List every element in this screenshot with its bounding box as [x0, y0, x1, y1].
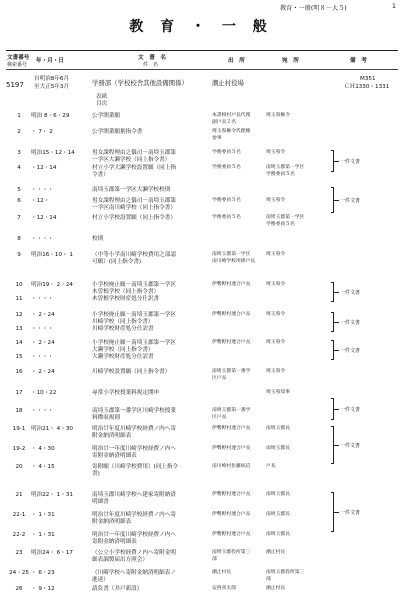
record-title-cont: 進達）: [92, 577, 109, 583]
header-rule-top: [6, 50, 398, 51]
remark-ikken-6: 一件文書: [340, 407, 361, 413]
running-head: 教育・一般(明８－大５): [280, 5, 347, 12]
record-from: 南埼玉郡第一番学: [212, 369, 251, 374]
record-number: 3: [17, 150, 21, 156]
record-title: 公学開業願: [92, 113, 120, 119]
record-number: 19-2: [12, 446, 26, 452]
record-date: ・12・14: [31, 165, 57, 171]
record-date: 明治16・10・ 1: [31, 252, 73, 258]
record-number: 4: [17, 165, 21, 171]
record-from: 本書相村戸長代理: [212, 113, 251, 118]
record-title: （川崎学校へ寄附金納済明細表ノ: [92, 570, 176, 576]
record-title: 校則: [92, 236, 104, 242]
record-from: 南埼玉郡第一番学: [212, 408, 251, 413]
record-to: 南埼玉郡長: [266, 512, 290, 517]
cover-label: 表紙: [96, 94, 108, 100]
record-title: 明治廿年度川崎学校経費ノ内へ寄: [92, 512, 176, 518]
record-date: 明治19・ 2・24: [31, 282, 73, 288]
group-from: 潮止村役場: [212, 79, 244, 87]
record-to: 潮止村長: [266, 586, 286, 591]
record-number: 15: [15, 354, 23, 360]
record-title-cont: 細表調製届出方照会）: [92, 557, 148, 563]
record-title-cont: 可願）(同上指令書): [92, 259, 142, 265]
col-subtitle: 件 名: [143, 62, 159, 68]
page-number: 1: [392, 3, 396, 10]
record-title-cont: 一学区南川崎学校（同上指令書）: [92, 205, 176, 211]
record-date: ・ 6・23: [31, 570, 55, 576]
record-title: 男女課程理由之儀司－南埼玉郡第: [92, 150, 176, 156]
record-date: ・ 4・30: [31, 446, 55, 452]
record-from: 南川崎村佐藤統信: [212, 464, 251, 469]
record-number: 8: [17, 236, 21, 242]
record-title: 請負書（井戸新設）: [92, 586, 143, 592]
record-title: （中等小学南川崎学校費用之部認: [92, 252, 176, 258]
record-from: 伊勢野村連合戸長: [212, 312, 251, 317]
record-to-cont: 学務委員５名: [266, 172, 295, 177]
remark-ikken-2: 一件文書: [340, 198, 361, 204]
record-title: 明治廿年度川崎学校経費ノ内へ寄: [92, 426, 176, 432]
record-to: 南埼玉郡長: [266, 446, 290, 451]
record-title-cont: 附金納済明細表: [92, 519, 132, 525]
record-title: 南埼玉郡第一番学区川崎学校授業: [92, 408, 176, 414]
group-title: 学務部（学校校舎其他設備関係）: [92, 79, 188, 87]
record-number: 16: [15, 369, 23, 375]
record-date: ・・・・: [31, 408, 54, 414]
record-from-cont: 南川崎学校用係戸長: [212, 259, 256, 264]
record-date: 明治24・ 6・17: [31, 550, 73, 556]
group-number: 5197: [6, 81, 24, 89]
record-title-cont: 令書）: [92, 172, 109, 178]
record-from: 安西喜太郎: [212, 586, 236, 591]
record-from-cont: 部: [212, 557, 217, 562]
record-date: ・ 4・15: [31, 464, 55, 470]
remark-ikken-5: 一件文書: [340, 348, 361, 354]
brace-tick-7: [333, 445, 339, 446]
record-number: 23: [15, 550, 23, 556]
record-to: 埼玉県知事: [266, 390, 290, 395]
record-to-cont: 学務委員５名: [266, 222, 295, 227]
record-number: 5: [17, 187, 21, 193]
record-title: 寄附願（川崎学校費用）(同上指令: [92, 464, 179, 470]
record-to: 南埼玉郡第一学区: [266, 165, 305, 170]
record-title: 小学校廃止願－南埼玉郡第一学区: [92, 340, 176, 346]
record-to-cont: 部: [266, 577, 271, 582]
record-title: 南埼玉郡川崎学校へ建家寄附納済: [92, 492, 176, 498]
record-from: 南埼玉郡役所第三: [212, 550, 251, 555]
record-date: ・ 2・24: [31, 340, 55, 346]
record-date: ・ 7・ 2: [31, 129, 53, 135]
record-to: 南埼玉郡長: [266, 532, 290, 537]
brace-tick-8: [333, 512, 339, 513]
record-date: ・12・: [31, 198, 50, 204]
remark-ikken-1: 一件文書: [340, 159, 361, 165]
record-date: ・ 9・12: [31, 586, 55, 592]
record-from: 伊勢野村連合戸長: [212, 512, 251, 517]
record-title-cont: 料徴収規則: [92, 415, 120, 421]
record-from: 伊勢野村連合戸長: [212, 446, 251, 451]
remark-ikken-7: 一件文書: [340, 443, 361, 449]
record-date: ・・・・: [31, 187, 54, 193]
record-from: 学務委員５名: [212, 215, 241, 220]
record-title: 村立小学校設置願（同上指令書）: [92, 215, 176, 221]
record-title: 南埼玉郡第一学区大瀬学校校則: [92, 187, 171, 193]
record-title: 明治廿一年度川崎学校経費ノ内へ: [92, 532, 176, 538]
record-title-cont: 附金納済明細表: [92, 433, 132, 439]
record-date: ・ 1・31: [31, 512, 55, 518]
record-title: 尋常小学校授業料規定開申: [92, 390, 160, 396]
record-number: 17: [15, 390, 23, 396]
record-date: ・・・・: [31, 236, 54, 242]
record-to: 埼玉県権令: [266, 113, 290, 118]
record-to: 埼玉県令: [266, 312, 286, 317]
record-to: 埼玉県令: [266, 252, 286, 257]
record-date: 明治 8・6・29: [31, 113, 70, 119]
record-title: 木曽根学校財産処分仕訳書: [92, 296, 160, 302]
record-number: 21: [15, 492, 23, 498]
brace-tick-4: [333, 322, 339, 323]
record-date: ・ 1・31: [31, 532, 55, 538]
record-title-cont: 木曽根学校（同上指令書）: [92, 289, 160, 295]
record-from-cont: 区戸長: [212, 415, 227, 420]
record-number: 19-1: [12, 426, 26, 432]
record-number: 1: [17, 113, 21, 119]
record-title-cont: 大瀬学校（同上指令書）: [92, 347, 154, 353]
record-from: 伊勢野村連合戸長: [212, 532, 251, 537]
record-from: 学務委員５名: [212, 198, 241, 203]
record-to: 埼玉県令: [266, 150, 286, 155]
record-number: 2: [17, 129, 21, 135]
record-to: 埼玉県令: [266, 369, 286, 374]
record-number: 7: [17, 215, 21, 221]
col-to: 宛 所: [282, 58, 299, 64]
group-remark-2: ＣＨ1330・1331: [344, 84, 390, 90]
group-date-to: 至大正5年3月: [34, 84, 70, 90]
record-number: 24・25: [9, 570, 29, 576]
record-from: 伊勢野村連合戸長: [212, 340, 251, 345]
record-title: 公学開業願据指令書: [92, 129, 143, 135]
record-from: 学務委員５名: [212, 165, 241, 170]
record-title: 男女課程理由之儀司－南埼玉郡第: [92, 198, 176, 204]
group-date-from: 自明治8年6月: [34, 76, 70, 82]
record-date: ・ 2・24: [31, 312, 55, 318]
header-rule-bottom: [6, 69, 398, 70]
record-title: 川崎学校財産処分仕訳書: [92, 326, 154, 332]
record-date: ・ 2・24: [31, 369, 55, 375]
record-title: （公立小学校経費ノ内へ寄附金明: [92, 550, 176, 556]
record-from: 潮止村長: [212, 570, 232, 575]
remark-ikken-4: 一件文書: [340, 320, 361, 326]
brace-tick-1: [333, 161, 339, 162]
record-title-cont: 書): [92, 471, 100, 477]
record-number: 6: [17, 198, 21, 204]
record-to: 南埼玉郡役所第三: [266, 570, 305, 575]
record-title-cont: 寄附金納済明細表: [92, 453, 137, 459]
record-title: 村立小学大瀬学校設置願（同上指: [92, 165, 176, 171]
record-title-cont: 川崎学校（同上指令書）: [92, 319, 154, 325]
record-number: 9: [17, 252, 21, 258]
record-number: 20: [15, 464, 23, 470]
record-to: 南埼玉郡長: [266, 426, 290, 431]
record-date: ・12・14: [31, 215, 57, 221]
record-from: 埼玉県権令代理権: [212, 129, 251, 134]
record-to: 南埼玉郡長: [266, 492, 290, 497]
record-number: 13: [15, 326, 23, 332]
record-number: 18: [15, 408, 23, 414]
record-to: 南埼玉郡第一学区: [266, 215, 305, 220]
record-title-cont: 一学区大瀬学校（同上指令書）: [92, 157, 171, 163]
record-date: ・・・・: [31, 326, 54, 332]
record-to: 潮止村長: [266, 550, 286, 555]
brace-tick-6: [333, 409, 339, 410]
remark-ikken-8: 一件文書: [340, 510, 361, 516]
record-title: 川崎学校設置願（同上指令書）: [92, 369, 171, 375]
record-title: 小学校廃止願－南埼玉郡第一学区: [92, 312, 176, 318]
record-number: 14: [15, 340, 23, 346]
record-date: ・・・・: [31, 354, 54, 360]
record-number: 10: [15, 282, 23, 288]
col-doc-no: 文書番号: [7, 55, 30, 61]
record-from-cont: 区戸長: [212, 376, 227, 381]
col-from: 出 所: [228, 58, 245, 64]
record-title-cont: 明細書: [92, 499, 109, 505]
col-search-no: 検索番号: [7, 62, 28, 68]
record-to: 戸長: [266, 464, 276, 469]
brace-tick-5: [333, 350, 339, 351]
record-to: 埼玉県令: [266, 340, 286, 345]
col-remarks: 備 考: [350, 58, 367, 64]
col-date: 年・月・日: [36, 58, 64, 64]
record-number: 22-2: [12, 532, 26, 538]
brace-tick-2: [333, 200, 339, 201]
record-to: 埼玉県令: [266, 282, 286, 287]
record-to: 埼玉県令: [266, 198, 286, 203]
contents-label: 目次: [96, 101, 108, 107]
record-title: 大瀬学校財産処分仕訳書: [92, 354, 154, 360]
record-from-cont: 参事: [212, 136, 222, 141]
record-title: 小学校廃止願－南埼玉郡第一学区: [92, 282, 176, 288]
remark-ikken-3: 一件文書: [340, 290, 361, 296]
col-title: 文 書 名: [138, 55, 166, 61]
record-date: 明治15・12・14: [31, 150, 75, 156]
record-date: 明治21・ 4・30: [31, 426, 73, 432]
brace-tick-3: [333, 292, 339, 293]
record-from: 南埼玉郡第一学区: [212, 252, 251, 257]
record-date: ・・・・: [31, 296, 54, 302]
page-title: 教 育 ・ 一 般: [129, 19, 273, 35]
record-date: ・10・22: [31, 390, 57, 396]
record-from: 伊勢野村連合戸長: [212, 282, 251, 287]
record-from: 学務委員５名: [212, 150, 241, 155]
group-remark-1: M351: [360, 76, 376, 82]
record-number: 11: [15, 296, 23, 302]
record-from: 伊勢野村連合戸長: [212, 492, 251, 497]
record-title-cont: 寄附金納済明細表: [92, 539, 137, 545]
record-from: 伊勢野村連合戸長: [212, 426, 251, 431]
record-number: 12: [15, 312, 23, 318]
record-number: 22-1: [12, 512, 26, 518]
record-date: 明治22・ 1・31: [31, 492, 73, 498]
record-number: 26: [15, 586, 23, 592]
record-from-cont: 副戸長２名: [212, 120, 236, 125]
record-title: 明治廿一年度川崎学校経費ノ内へ: [92, 446, 176, 452]
